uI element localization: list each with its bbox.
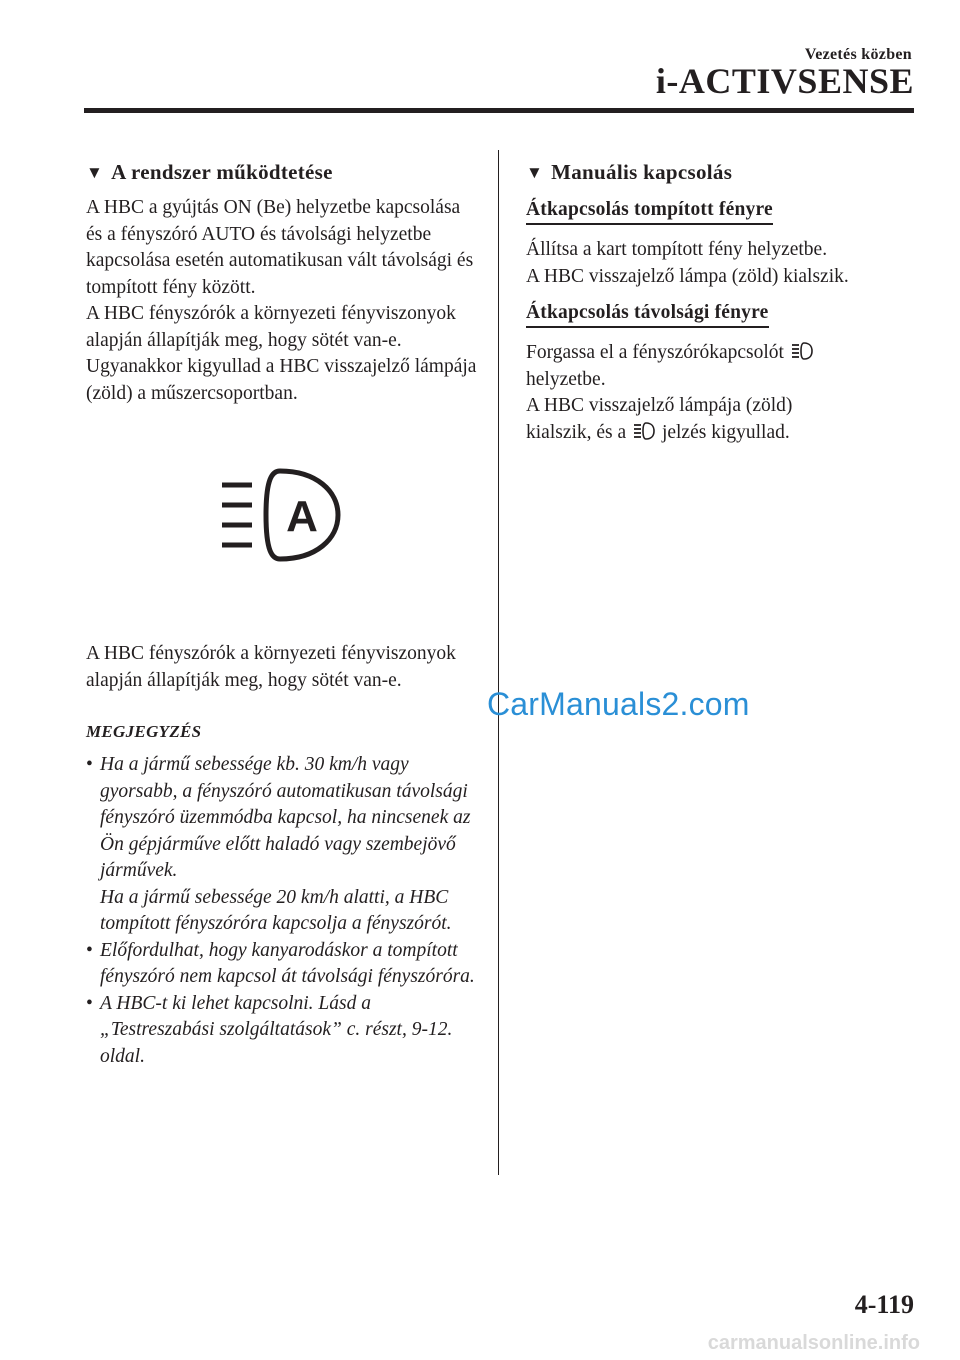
paragraph: A HBC visszajelző lámpája (zöld) bbox=[526, 395, 793, 416]
watermark: CarManuals2.com bbox=[487, 686, 750, 722]
paragraph: A HBC visszajelző lámpa (zöld) kialszik. bbox=[526, 265, 849, 287]
page-number: 4-119 bbox=[854, 1290, 914, 1319]
text: jelzés kigyullad. bbox=[661, 421, 790, 443]
bullet: • bbox=[86, 992, 93, 1014]
paragraph: Állítsa a kart tompított fény helyzetbe. bbox=[526, 239, 828, 260]
left-column bbox=[86, 160, 481, 1070]
triangle-marker-icon: ▼ bbox=[86, 162, 104, 182]
list-item bbox=[86, 991, 481, 1071]
auto-high-beam-icon bbox=[216, 465, 346, 565]
subheading-high-beam: Átkapcsolás távolsági fényre bbox=[526, 302, 769, 328]
right-heading-text: Manuális kapcsolás bbox=[551, 160, 733, 184]
right-heading bbox=[526, 160, 921, 185]
note-text: Előfordulhat, hogy kanyarodáskor a tompított fényszóró nem kapcsol át távolsági fényszóróra. bbox=[100, 939, 475, 987]
text: Forgassa el a fényszórókapcsolót bbox=[526, 342, 784, 363]
paragraph: helyzetbe. bbox=[526, 368, 606, 390]
bullet: • bbox=[86, 939, 93, 961]
paragraph: A HBC a gyújtás ON (Be) helyzetbe kapcsolása és a fényszóró AUTO és távolsági helyzetbe kapcsolása esetén automatikusan vált távolsági és tompított fény között. bbox=[86, 197, 474, 298]
note-title: MEGJEGYZÉS bbox=[86, 722, 202, 741]
figure bbox=[86, 465, 481, 605]
bullet: • bbox=[86, 754, 93, 775]
chapter-title: i-ACTIVSENSE bbox=[655, 61, 914, 101]
left-heading bbox=[86, 160, 481, 185]
paragraph: A HBC fényszórók a környezeti fényviszonyok alapján állapítják meg, hogy sötét van-e. Ugyanakkor kigyullad a HBC visszajelző lámpája (zöld) a műszercsoportban. bbox=[86, 303, 477, 404]
note-text: Ha a jármű sebessége kb. 30 km/h vagy gyorsabb, a fényszóró automatikusan távolsági fényszóró üzemmódba kapcsol, ha nincsenek az Ön gépjárműve előtt haladó vagy szembejövő járművek. bbox=[100, 754, 471, 881]
list-item bbox=[86, 752, 481, 938]
text: kialszik, és a bbox=[526, 421, 627, 443]
left-heading-text: A rendszer működtetése bbox=[111, 160, 333, 184]
right-column bbox=[526, 160, 921, 446]
note-text: A HBC-t ki lehet kapcsolni. Lásd a „Testreszabási szolgáltatások” c. részt, 9-12. oldal. bbox=[100, 992, 453, 1067]
section-label: Vezetés közben bbox=[804, 46, 912, 63]
high-beam-icon bbox=[633, 422, 655, 440]
paragraph bbox=[526, 420, 921, 447]
header-rule bbox=[84, 108, 914, 113]
note-text: Ha a jármű sebessége 20 km/h alatti, a HBC tompított fényszóróra kapcsolja a fényszórót. bbox=[100, 886, 452, 934]
high-beam-icon bbox=[791, 342, 813, 360]
paragraph bbox=[526, 340, 921, 367]
figure-letter: A bbox=[286, 492, 318, 541]
column-divider bbox=[498, 150, 499, 1175]
triangle-marker-icon: ▼ bbox=[526, 162, 544, 182]
after-figure-text: A HBC fényszórók a környezeti fényviszonyok alapján állapítják meg, hogy sötét van-e. bbox=[86, 643, 456, 691]
note-list bbox=[86, 752, 481, 1070]
subheading-low-beam: Átkapcsolás tompított fényre bbox=[526, 199, 773, 225]
list-item bbox=[86, 938, 481, 991]
footer-watermark: carmanualsonline.info bbox=[707, 1332, 920, 1354]
